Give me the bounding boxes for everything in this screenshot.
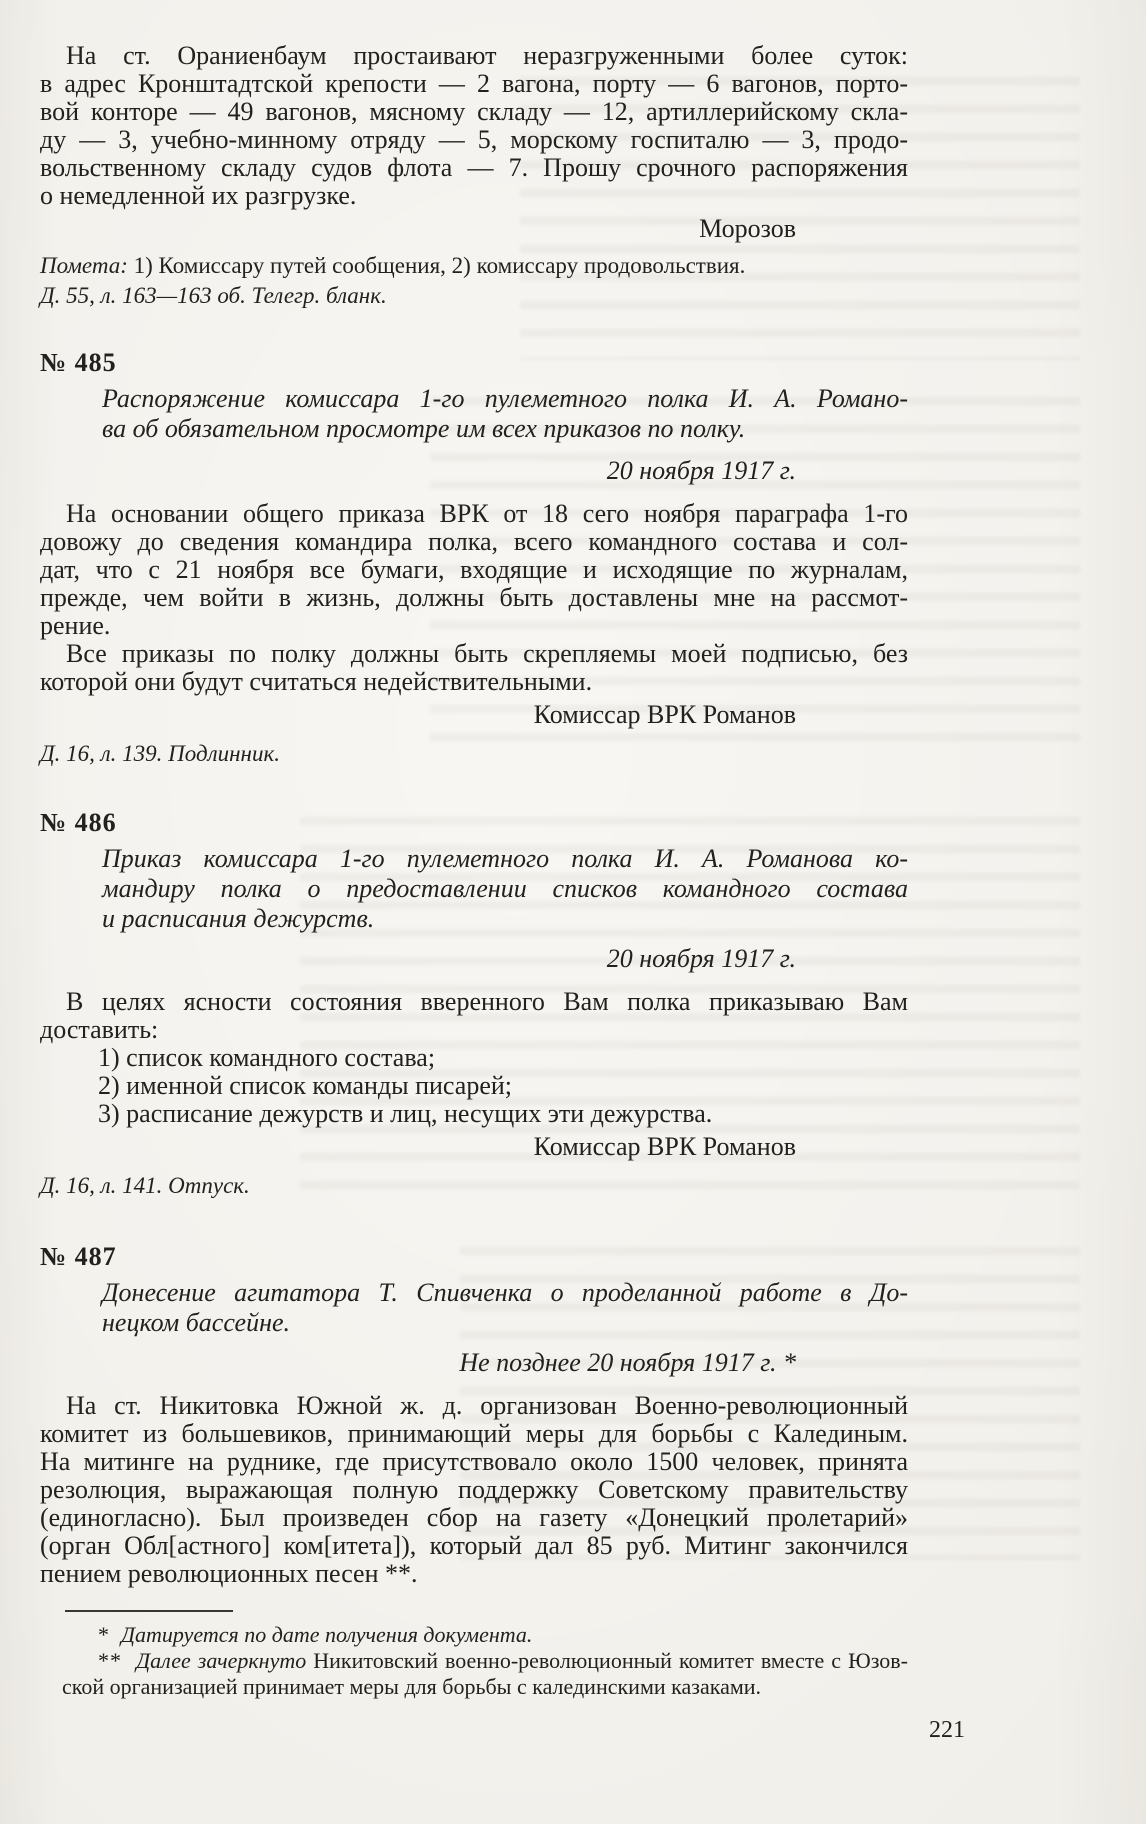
- document-485-paragraph-2: Все приказы по полку должны быть скрепляемы моей подписью, без которой они будут считаться недействительными.: [40, 639, 908, 696]
- text-column: [40, 0, 908, 1700]
- document-487-date: Не позднее 20 ноября 1917 г. *: [459, 1348, 796, 1377]
- footnote-1-marker: *: [98, 1622, 110, 1647]
- footnote-2-lead: Далее зачеркнуто: [136, 1648, 307, 1673]
- telegram-body-paragraph: На ст. Ораниенбаум простаивают неразгруженными более суток: в адрес Кронштадтской крепости — 2 вагона, порту — 6 вагонов, порто- вой конторе — 49 вагонов, мясному складу — 12, артиллерийскому скла- ду — 3, учебно-минному отряду — 5, морскому госпиталю — 3, продо- вольственному складу судов флота — 7. Прошу срочного распоряжения о немедленной их разгрузке.: [40, 41, 908, 210]
- archive-reference: Д. 55, л. 163—163 об. Телегр. бланк.: [40, 283, 387, 308]
- footnote-separator-rule: [65, 1610, 233, 1612]
- document-485-title: Распоряжение комиссара 1-го пулеметного полка И. А. Романо- ва об обязательном просмотре им всех приказов по полку.: [102, 384, 908, 443]
- document-487-title: Донесение агитатора Т. Спивченка о проделанной работе в До- нецком бассейне.: [102, 1278, 908, 1337]
- note-line: [40, 252, 908, 280]
- document-487-paragraph-1: На ст. Никитовка Южной ж. д. организован Военно-революционный комитет из большевиков, принимающий меры для борьбы с Калединым. На митинге на руднике, где присутствовало около 1500 человек, принята резолюция, выражающая полную поддержку Советскому правительству (единогласно). Был произведен сбор на газету «Донецкий пролетарий» (орган Обл[астного] ком[итета]), который дал 85 руб. Митинг закончился пением революционных песен **.: [40, 1391, 908, 1588]
- note-text: 1) Комиссару путей сообщения, 2) комиссару продовольствия.: [127, 253, 746, 278]
- document-486-numbered-list: 1) список командного состава; 2) именной список команды писарей; 3) расписание дежурств и лиц, несущих эти дежурства.: [98, 1043, 713, 1128]
- footnote-2-line-2: ской организацией принимает меры для борьбы с калединскими казаками.: [62, 1674, 762, 1699]
- document-486-title: Приказ комиссара 1-го пулеметного полка И. А. Романова ко- мандиру полка о предоставлении списков командного состава и расписания дежурств.: [102, 844, 908, 933]
- document-485-signature: Комиссар ВРК Романов: [533, 700, 796, 729]
- footnote-2-marker: **: [98, 1648, 122, 1673]
- document-486-signature: Комиссар ВРК Романов: [533, 1132, 796, 1161]
- document-486-paragraph-1: В целях ясности состояния вверенного Вам полка приказываю Вам доставить:: [40, 987, 908, 1044]
- note-label: Помета:: [40, 253, 128, 278]
- document-485-date: 20 ноября 1917 г.: [606, 456, 796, 485]
- footnote-2-text: Никитовский военно-революционный комитет вместе с Юзов-: [313, 1648, 908, 1673]
- telegram-signature: Морозов: [699, 214, 796, 243]
- archive-reference: Д. 16, л. 141. Отпуск.: [40, 1173, 250, 1198]
- page-number: 221: [929, 1717, 965, 1743]
- archive-reference: Д. 16, л. 139. Подлинник.: [40, 741, 280, 766]
- document-485-paragraph-1: На основании общего приказа ВРК от 18 сего ноября параграфа 1-го довожу до сведения командира полка, всего командного состава и сол- дат, что с 21 ноября все бумаги, входящие и исходящие по журналам, прежде, чем войти в жизнь, должны быть доставлены мне на рассмот- рение.: [40, 499, 908, 640]
- footnote-1: [62, 1622, 908, 1648]
- document-486-date: 20 ноября 1917 г.: [606, 944, 796, 973]
- footnote-2-line-1: [62, 1648, 908, 1674]
- footnotes-block: [62, 1622, 908, 1700]
- document-number-487: № 487: [40, 1242, 117, 1271]
- document-number-485: № 485: [40, 348, 117, 377]
- footnote-1-text: Датируется по дате получения документа.: [121, 1622, 533, 1647]
- document-number-486: № 486: [40, 808, 117, 837]
